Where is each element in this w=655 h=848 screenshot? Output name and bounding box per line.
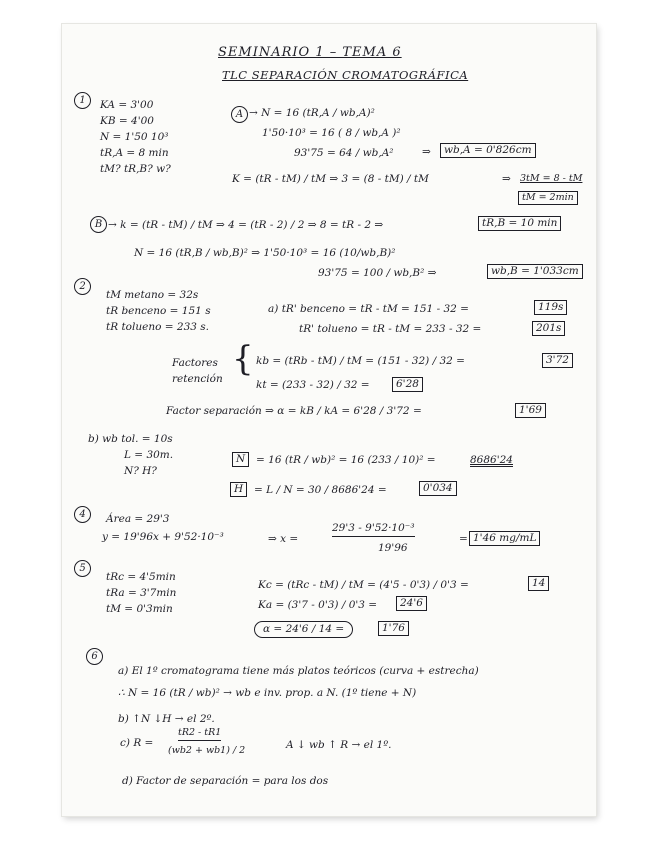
p6-answer-a-line1: a) El 1º cromatograma tiene más platos teóricos (curva + estrecha) [118, 665, 479, 677]
p1-a-eq1: → N = 16 (tR,A / wb,A)² [249, 107, 375, 119]
problem-4-number: 4 [74, 506, 91, 523]
problem-6-number: 6 [86, 648, 103, 665]
p1-a-eq3: 93'75 = 64 / wb,A² [294, 147, 394, 159]
p2-a-eq1: a) tR' benceno = tR - tM = 151 - 32 = [268, 303, 469, 315]
p1-b-eq2: N = 16 (tR,B / wb,B)² ⇒ 1'50·10³ = 16 (10/wb,B)² [134, 247, 396, 259]
page-title: SEMINARIO 1 – TEMA 6 [218, 45, 402, 60]
p5-given-tm: tM = 0'3min [106, 603, 173, 615]
p2-separation-eq: Factor separación ⇒ α = kB / kA = 6'28 / 3'72 = [166, 405, 422, 417]
p2-tolueno-result: 201s [532, 321, 565, 336]
p5-given-tra: tRa = 3'7min [106, 587, 177, 599]
p2-kb-result: 3'72 [542, 353, 573, 368]
p4-result: 1'46 mg/mL [469, 531, 540, 546]
p2-n-eq: = 16 (tR / wb)² = 16 (233 / 10)² = [256, 454, 436, 466]
p5-ka-eq: Ka = (3'7 - 0'3) / 0'3 = [258, 599, 378, 611]
p6-c-numerator: tR2 - tR1 [178, 728, 221, 741]
problem-5-number: 5 [74, 560, 91, 577]
p1-trb-result: tR,B = 10 min [478, 216, 561, 231]
p5-given-trc: tRc = 4'5min [106, 571, 176, 583]
p6-answer-d: d) Factor de separación = para los dos [122, 775, 329, 787]
problem-2-number: 2 [74, 278, 91, 295]
p1-wbb-result: wb,B = 1'033cm [487, 264, 583, 279]
p2-b-given-wb: b) wb tol. = 10s [88, 433, 173, 445]
p1-unknowns: tM? tR,B? w? [100, 163, 171, 175]
p2-a-eq2: tR' tolueno = tR - tM = 233 - 32 = [299, 323, 482, 335]
p2-kt-eq: kt = (233 - 32) / 32 = [256, 379, 370, 391]
p2-given-benceno: tR benceno = 151 s [106, 305, 211, 317]
p2-alpha-result: 1'69 [515, 403, 546, 418]
p1-b-eq1: → k = (tR - tM) / tM ⇒ 4 = (tR - 2) / 2 ⇒ 8 = tR - 2 ⇒ [108, 219, 384, 231]
p1-b-eq3: 93'75 = 100 / wb,B² ⇒ [318, 267, 437, 279]
p1-tm-step: 3tM = 8 - tM [520, 173, 583, 184]
p2-n-result: 8686'24 [470, 454, 513, 466]
p2-b-unknowns: N? H? [124, 465, 157, 477]
p2-n-symbol: N [232, 452, 249, 467]
p2-given-tm: tM metano = 32s [106, 289, 199, 301]
p4-equals: = [459, 533, 468, 545]
p6-answer-c-conclusion: A ↓ wb ↑ R → el 1º. [286, 739, 392, 751]
p4-denominator: 19'96 [378, 542, 408, 554]
p2-h-symbol: H [230, 482, 247, 497]
factors-label-2: retención [172, 373, 223, 385]
paper-sheet [62, 24, 596, 816]
p1-given-kb: KB = 4'00 [100, 115, 154, 127]
p2-kb-eq: kb = (tRb - tM) / tM = (151 - 32) / 32 = [256, 355, 465, 367]
p6-answer-c-label: c) R = [120, 737, 154, 749]
p1-given-n: N = 1'50 10³ [100, 131, 169, 143]
factors-label-1: Factores [172, 357, 218, 369]
p2-given-tolueno: tR tolueno = 233 s. [106, 321, 210, 333]
p4-given-line: y = 19'96x + 9'52·10⁻³ [102, 531, 224, 543]
p2-benceno-result: 119s [534, 300, 567, 315]
p1-a-eq4: K = (tR - tM) / tM ⇒ 3 = (8 - tM) / tM [232, 173, 429, 185]
p6-answer-b: b) ↑N ↓H → el 2º. [118, 713, 215, 725]
part-a-label: A [231, 106, 248, 123]
p5-ka-result: 24'6 [396, 596, 427, 611]
p5-kc-eq: Kc = (tRc - tM) / tM = (4'5 - 0'3) / 0'3 = [258, 579, 469, 591]
p5-alpha-result: 1'76 [378, 621, 409, 636]
p1-given-tra: tR,A = 8 min [100, 147, 169, 159]
p1-a-arrow2: ⇒ [502, 173, 511, 185]
p4-x-eq: ⇒ x = [268, 533, 299, 545]
factors-brace: { [232, 339, 254, 379]
p1-a-eq2: 1'50·10³ = 16 ( 8 / wb,A )² [262, 127, 401, 139]
p2-h-eq: = L / N = 30 / 8686'24 = [254, 484, 387, 496]
p2-h-result: 0'034 [419, 481, 457, 496]
p1-given-ka: KA = 3'00 [100, 99, 154, 111]
p4-given-area: Área = 29'3 [106, 513, 170, 525]
page-subtitle: TLC SEPARACIÓN CROMATOGRÁFICA [222, 68, 469, 82]
part-b-label: B [90, 216, 107, 233]
p1-tm-result: tM = 2min [518, 191, 578, 205]
p4-numerator: 29'3 - 9'52·10⁻³ [332, 523, 415, 537]
p5-kc-result: 14 [528, 576, 549, 591]
p2-kt-result: 6'28 [392, 377, 423, 392]
problem-1-number: 1 [74, 92, 91, 109]
p6-c-denominator: (wb2 + wb1) / 2 [168, 745, 246, 756]
p5-alpha-eq: α = 24'6 / 14 = [254, 621, 353, 638]
p1-wba-result: wb,A = 0'826cm [440, 143, 536, 158]
p1-a-arrow: ⇒ [422, 146, 431, 158]
p6-answer-a-line2: ∴ N = 16 (tR / wb)² → wb e inv. prop. a N. (1º tiene + N) [118, 687, 417, 699]
p2-b-given-l: L = 30m. [124, 449, 174, 461]
